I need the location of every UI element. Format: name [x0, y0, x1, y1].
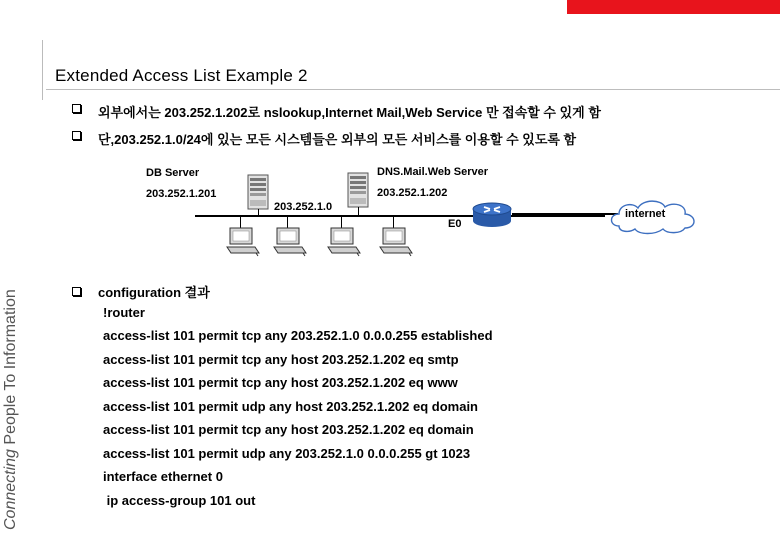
title-underline: [46, 89, 780, 90]
dns-server-ip: 203.252.1.202: [377, 187, 448, 199]
config-line-4: access-list 101 permit tcp any host 203.252.1.202 eq www: [103, 375, 458, 390]
bullet-marker-1: [72, 104, 81, 113]
dns-server-icon: [347, 172, 369, 208]
config-line-1: !router: [103, 305, 145, 320]
accent-bar: [567, 0, 780, 14]
divider-vertical: [42, 40, 43, 100]
cloud-label: internet: [625, 208, 666, 220]
side-caption-rest: People To Information: [2, 289, 19, 450]
lan-segment: [195, 215, 605, 217]
config-line-9: ip access-group 101 out: [103, 493, 256, 508]
wan-link: [512, 213, 618, 215]
network-label: 203.252.1.0: [274, 201, 333, 213]
config-line-8: interface ethernet 0: [103, 469, 223, 484]
side-caption-italic: Connecting: [2, 449, 19, 530]
bullet-text-1: 외부에서는 203.252.1.202로 nslookup,Internet Mail,Web Service 만 접속할 수 있게 함: [98, 105, 601, 120]
bullet-marker-3: [72, 287, 81, 296]
db-server-label: DB Server: [146, 167, 200, 179]
config-line-7: access-list 101 permit udp any 203.252.1.0 0.0.0.255 gt 1023: [103, 446, 471, 461]
config-line-3: access-list 101 permit tcp any host 203.252.1.202 eq smtp: [103, 352, 459, 367]
config-heading: configuration 결과: [98, 285, 210, 300]
bullet-text-2: 단,203.252.1.0/24에 있는 모든 시스템들은 외부의 모든 서비스를 이용할 수 있도록 함: [98, 132, 577, 147]
workstation-icon-2: [273, 227, 307, 257]
config-line-6: access-list 101 permit tcp any host 203.252.1.202 eq domain: [103, 422, 474, 437]
config-line-5: access-list 101 permit udp any host 203.252.1.202 eq domain: [103, 399, 479, 414]
workstation-icon-3: [327, 227, 361, 257]
bullet-marker-2: [72, 131, 81, 140]
interface-label: E0: [448, 218, 462, 230]
side-caption: [2, 289, 20, 530]
page-title: Extended Access List Example 2: [55, 66, 308, 85]
db-server-icon: [247, 174, 269, 210]
workstation-icon-4: [379, 227, 413, 257]
config-line-2: access-list 101 permit tcp any 203.252.1.0 0.0.0.255 established: [103, 328, 493, 343]
workstation-icon-1: [226, 227, 260, 257]
dns-server-label: DNS.Mail.Web Server: [377, 166, 489, 178]
router-icon: [472, 200, 512, 228]
db-server-ip: 203.252.1.201: [146, 188, 217, 200]
